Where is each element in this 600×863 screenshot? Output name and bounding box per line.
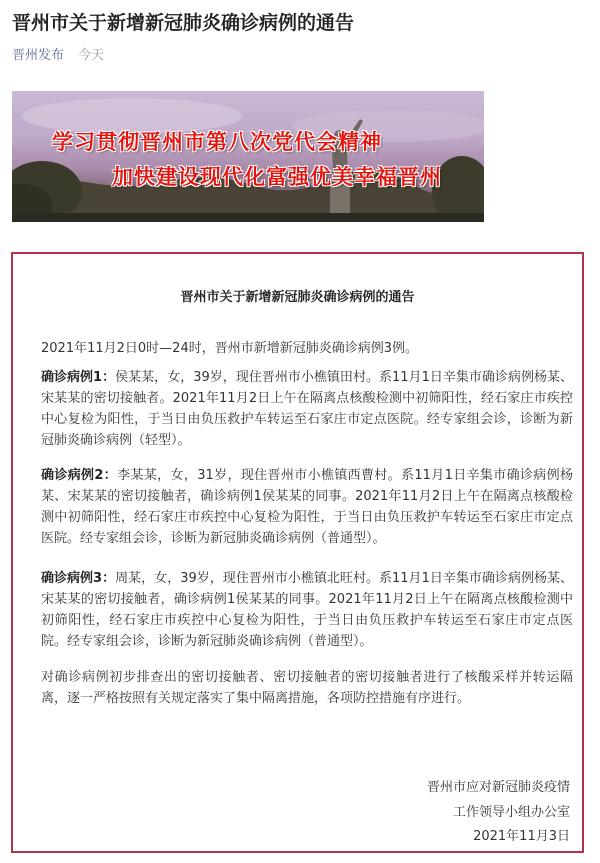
case-label-3: 确诊病例3： bbox=[41, 571, 116, 586]
source-link[interactable]: 晋州发布 bbox=[12, 48, 65, 63]
banner-scenery bbox=[12, 91, 484, 222]
case-paragraph-2 bbox=[41, 465, 573, 549]
article-title: 晋州市关于新增新冠肺炎确诊病例的通告 bbox=[12, 12, 355, 34]
case-text-1: 侯某某，女，39岁，现住晋州市小樵镇田村。系11月1日辛集市确诊病例杨某、宋某某的密切接触者。2021年11月2日上午在隔离点核酸检测中初筛阳性，经石家庄市疾控中心复检为阳性，于当日由负压救护车转运至石家庄市定点医院。经专家组会诊，诊断为新冠肺炎确诊病例（轻型）。 bbox=[41, 370, 574, 448]
notice-title: 晋州市关于新增新冠肺炎确诊病例的通告 bbox=[180, 290, 415, 305]
case-text-2: 李某某，女，31岁，现住晋州市小樵镇西曹村。系11月1日辛集市确诊病例杨某、宋某某的密切接触者，确诊病例1侯某某的同事。2021年11月2日上午在隔离点核酸检测中初筛阳性，经石家庄市疾控中心复检为阳性，于当日由负压救护车转运至石家庄市定点医院。经专家组会诊，诊断为新冠肺炎确诊病例（普通型）。 bbox=[41, 468, 573, 546]
notice-intro: 2021年11月2日0时—24时，晋州市新增新冠肺炎确诊病例3例。 bbox=[41, 341, 418, 356]
signature-date: 2021年11月3日 bbox=[473, 829, 570, 844]
closing-paragraph: 对确诊病例初步排查出的密切接触者、密切接触者的密切接触者进行了核酸采样并转运隔离，逐一严格按照有关规定落实了集中隔离措施，各项防控措施有序进行。 bbox=[41, 670, 573, 706]
case-text-3: 周某，女，39岁，现住晋州市小樵镇北旺村。系11月1日辛集市确诊病例杨某、宋某某的密切接触者，确诊病例1侯某某的同事。2021年11月2日上午在隔离点核酸检测中初筛阳性，经石家庄市疾控中心复检为阳性，于当日由负压救护车转运至石家庄市定点医院。经专家组会诊，诊断为新冠肺炎确诊病例（普通型）。 bbox=[41, 571, 574, 649]
signature-org-line2: 工作领导小组办公室 bbox=[452, 805, 570, 820]
publish-time: 今天 bbox=[78, 48, 105, 63]
banner-slogan-1: 学习贯彻晋州市第八次党代会精神 bbox=[52, 130, 382, 154]
case-label-2: 确诊病例2： bbox=[41, 468, 118, 483]
article-meta bbox=[12, 47, 104, 65]
case-paragraph-1 bbox=[41, 367, 573, 451]
notice-box bbox=[11, 252, 584, 853]
signature-org-line1: 晋州市应对新冠肺炎疫情 bbox=[426, 780, 570, 795]
case-paragraph-3 bbox=[41, 568, 573, 652]
banner-image bbox=[12, 91, 484, 222]
case-label-1: 确诊病例1： bbox=[41, 370, 116, 385]
banner-slogan-2: 加快建设现代化富强优美幸福晋州 bbox=[112, 165, 442, 189]
